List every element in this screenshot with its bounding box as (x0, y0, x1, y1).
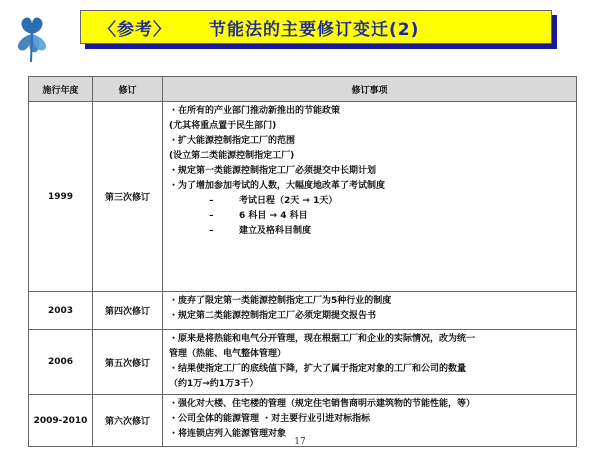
page-number: 17 (294, 437, 306, 447)
item-line: ・规定第一类能源控制指定工厂必须提交中长期计划 (169, 166, 377, 176)
item-line: ・扩大能源控制指定工厂的范围 (169, 136, 296, 146)
header-year: 施行年度 (29, 77, 93, 102)
header-revision: 修订 (93, 77, 163, 102)
revision-table (28, 76, 577, 447)
sub-item (169, 209, 572, 224)
revision-cell: 第三次修订 (93, 102, 163, 292)
table-row (29, 102, 577, 292)
dash-marker: – (209, 211, 214, 221)
item-line: ・公司全体的能源管理 ・对主要行业引进对标指标 (169, 414, 371, 424)
item-line: ・为了增加参加考试的人数，大幅度地改革了考试制度 (169, 181, 386, 191)
item-line: (设立第二类能源控制指定工厂) (169, 151, 295, 161)
sub-item-text: 6 科目 → 4 科目 (239, 211, 308, 221)
item-line: (尤其将重点置于民生部门) (169, 121, 277, 131)
item-line: （约1万→约1万3千） (169, 379, 259, 389)
header-items: 修订事项 (163, 77, 577, 102)
table-row (29, 330, 577, 395)
year-cell: 1999 (29, 102, 93, 292)
dash-marker: – (209, 196, 214, 206)
item-line: 管理（热能、电气整体管理） (169, 349, 287, 359)
table-row (29, 292, 577, 330)
items-cell (163, 292, 577, 330)
item-line: ・在所有的产业部门推动新推出的节能政策 (169, 106, 341, 116)
sub-item-text: 建立及格科目制度 (239, 226, 312, 236)
item-line: ・废弃了限定第一类能源控制指定工厂为5种行业的制度 (169, 296, 392, 306)
item-line: ・规定第二类能源控制指定工厂必须定期提交报告书 (169, 311, 377, 321)
sub-item-text: 考试日程（2天 → 1天） (239, 196, 338, 206)
item-line: ・原来是将热能和电气分开管理，现在根据工厂和企业的实际情况，改为统一 (169, 334, 476, 344)
title-bar (80, 10, 552, 44)
items-cell (163, 330, 577, 395)
year-cell: 2006 (29, 330, 93, 395)
dash-marker: – (209, 226, 214, 236)
clover-logo-icon (8, 4, 56, 64)
year-cell: 2003 (29, 292, 93, 330)
sub-item (169, 194, 572, 209)
year-cell: 2009-2010 (29, 395, 93, 447)
sub-item (169, 224, 572, 239)
revision-cell: 第四次修订 (93, 292, 163, 330)
table-header-row (29, 77, 577, 102)
item-line: ・将连锁店列入能源管理对象 (169, 429, 287, 439)
revision-cell: 第六次修订 (93, 395, 163, 447)
items-cell (163, 102, 577, 292)
page-title: 节能法的主要修订变迁(2) (209, 19, 420, 40)
item-line: ・强化对大楼、住宅楼的管理（规定住宅销售商明示建筑物的节能性能，等） (169, 399, 476, 409)
revision-cell: 第五次修订 (93, 330, 163, 395)
item-line: ・结果使指定工厂的底线值下降，扩大了属于指定对象的工厂和公司的数量 (169, 364, 467, 374)
title-tag: 〈参考〉 (99, 19, 171, 40)
